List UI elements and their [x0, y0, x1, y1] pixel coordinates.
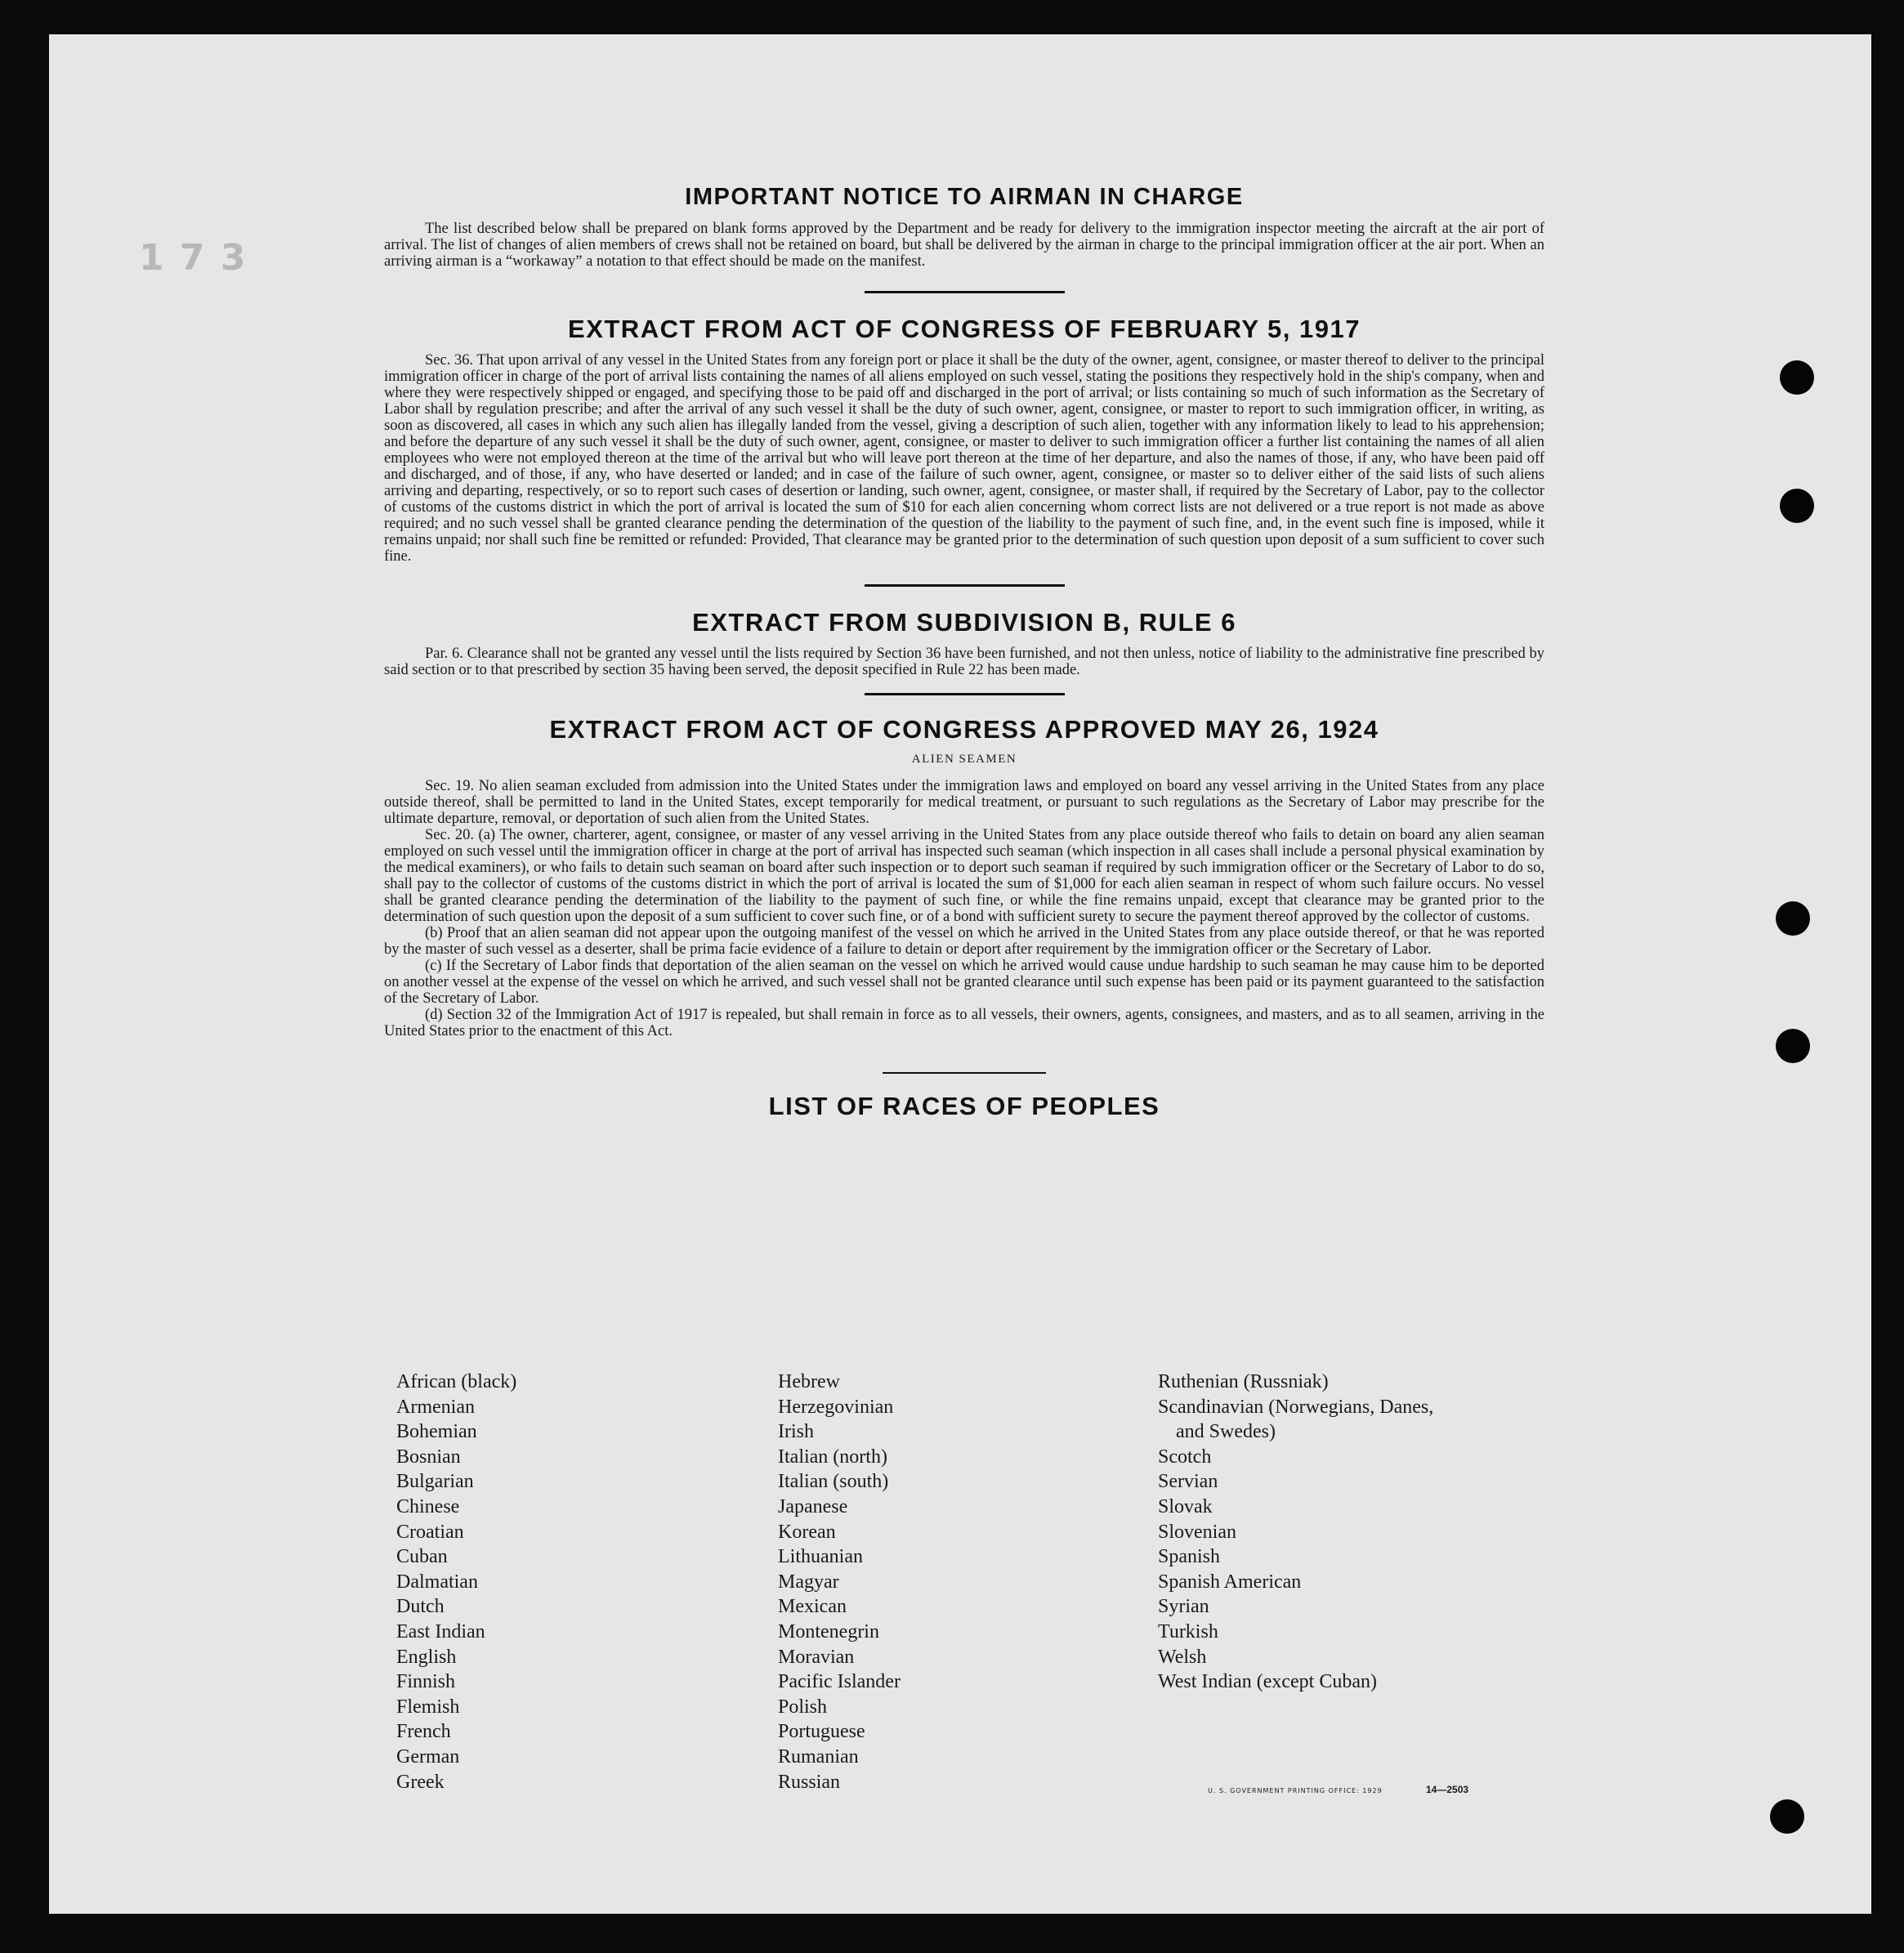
race-item: Bosnian [396, 1446, 461, 1468]
notice-title: IMPORTANT NOTICE TO AIRMAN IN CHARGE [685, 184, 1244, 210]
form-number: 14—2503 [1426, 1784, 1469, 1795]
race-item: Armenian [396, 1396, 475, 1418]
race-item: Syrian [1158, 1596, 1209, 1618]
race-item: Cuban [396, 1546, 448, 1568]
race-item: Rumanian [778, 1745, 859, 1768]
race-item: East Indian [396, 1620, 485, 1642]
race-item: Scandinavian (Norwegians, Danes, [1158, 1396, 1434, 1418]
race-item: Slovak [1158, 1495, 1213, 1517]
race-item: Spanish [1158, 1546, 1221, 1568]
race-item: Ruthenian (Russniak) [1158, 1371, 1329, 1392]
race-item: Finnish [396, 1671, 456, 1693]
race-item: Portuguese [778, 1721, 865, 1743]
race-item: Mexican [778, 1596, 847, 1618]
section-divider [865, 291, 1065, 293]
races-column-1 [396, 1370, 756, 1794]
race-item: Herzegovinian [778, 1396, 894, 1418]
race-item: Italian (north) [778, 1446, 887, 1468]
act-1924-title: EXTRACT FROM ACT OF CONGRESS APPROVED MAY 26, 1924 [549, 715, 1379, 744]
race-item: Chinese [396, 1495, 460, 1517]
binder-hole [1770, 1799, 1804, 1834]
race-item: Turkish [1158, 1620, 1218, 1642]
binder-hole [1780, 360, 1814, 395]
notice-body: The list described below shall be prepared on blank forms approved by the Department and be ready for delivery to the immigration inspector meeting the aircraft at the air port of arrival. The list of changes of alien members of crews shall not be retained on board, but shall be delivered by the airman in charge to the principal immigration officer at the air port. When an arriving airman is a “workaway” a notation to that effect should be made on the manifest. [384, 221, 1544, 270]
race-item: Korean [778, 1521, 836, 1543]
race-item: Dutch [396, 1596, 445, 1618]
race-item: Bulgarian [396, 1471, 474, 1493]
race-item: Hebrew [778, 1371, 840, 1392]
race-item: English [396, 1646, 457, 1668]
binder-hole [1776, 1029, 1810, 1063]
section-divider [865, 693, 1065, 695]
act-1924-sec19: Sec. 19. No alien seaman excluded from admission into the United States under the immigration laws and employed on board any vessel arriving in the United States from any place outside thereof, shall be permitted to land in the United States, except temporarily for medical treatment, or pursuant to such regulations as the Secretary of Labor may prescribe for the ultimate departure, removal, or deportation of such alien from the United States. [384, 778, 1544, 827]
race-item: Servian [1158, 1471, 1218, 1493]
binder-hole [1780, 489, 1814, 523]
printer-imprint: U. S. GOVERNMENT PRINTING OFFICE: 1929 [1208, 1787, 1383, 1794]
rule6-par6: Par. 6. Clearance shall not be granted any vessel until the lists required by Section 36 have been furnished, and not then unless, notice of liability to the administrative fine prescribed by said section or to that prescribed by section 35 having been served, the deposit specified in Rule 22 has been made. [384, 646, 1544, 678]
race-item: West Indian (except Cuban) [1158, 1671, 1377, 1693]
race-item: Russian [778, 1771, 841, 1793]
races-title: LIST OF RACES OF PEOPLES [768, 1092, 1160, 1120]
race-item: Flemish [396, 1696, 460, 1718]
act-1924-sec20b: (b) Proof that an alien seaman did not appear upon the outgoing manifest of the vessel on which he arrived in the United States from any place outside thereof, or that he was reported by the master of such vessel as a deserter, shall be prima facie evidence of a failure to detain or deport after requirement by the immigration officer or the Secretary of Labor. [384, 925, 1544, 958]
race-item: Polish [778, 1696, 828, 1718]
races-column-3 [1158, 1370, 1517, 1695]
act-1917-title: EXTRACT FROM ACT OF CONGRESS OF FEBRUARY 5, 1917 [568, 315, 1361, 343]
rule6-title: EXTRACT FROM SUBDIVISION B, RULE 6 [692, 608, 1236, 637]
race-item: German [396, 1745, 460, 1768]
race-item: Greek [396, 1771, 445, 1793]
section-divider [865, 584, 1065, 587]
race-item: and Swedes) [1176, 1421, 1276, 1443]
race-item: Magyar [778, 1571, 839, 1593]
race-item: Scotch [1158, 1446, 1212, 1468]
race-item: Italian (south) [778, 1471, 889, 1493]
races-column-2 [778, 1370, 1137, 1794]
race-item: Slovenian [1158, 1521, 1236, 1543]
race-item: Spanish American [1158, 1571, 1302, 1593]
race-item: Moravian [778, 1646, 855, 1668]
race-item: African (black) [396, 1371, 517, 1392]
act-1924-subtitle: ALIEN SEAMEN [911, 753, 1017, 766]
race-item: French [396, 1721, 451, 1743]
act-1924-sec20d: (d) Section 32 of the Immigration Act of 1917 is repealed, but shall remain in force as to all vessels, their owners, agents, consignees, and masters, and as to all seamen, arriving in the United States prior to the enactment of this Act. [384, 1007, 1544, 1039]
race-item: Montenegrin [778, 1620, 879, 1642]
act-1917-sec36: Sec. 36. That upon arrival of any vessel in the United States from any foreign port or place it shall be the duty of the owner, agent, consignee, or master thereof to deliver to the principal immigration officer in charge of the port of arrival lists containing the names of all aliens employed on such vessel, stating the positions they respectively hold in the ship's company, when and where they were respectively shipped or engaged, and specifying those to be paid off and discharged in the port of arrival; or lists containing so much of such information as the Secretary of Labor shall by regulation prescribe; and after the arrival of any such vessel it shall be the duty of such owner, agent, consignee, or master to report to such immigration officer, in writing, as soon as discovered, all cases in which any such alien has illegally landed from the vessel, giving a description of such alien, together with any information likely to lead to his apprehension; and before the departure of any such vessel it shall be the duty of such owner, agent, consignee, or master to deliver to such immigration officer a further list containing the names of all alien employees who were not employed thereon at the time of the arrival but who will leave port thereon at the time of her departure, and also the names of those, if any, who have been paid off and discharged, and of those, if any, who have deserted or landed; and in case of the failure of such owner, agent, consignee, or master so to deliver either of the said lists of such aliens arriving and departing, respectively, or so to report such cases of desertion or landing, such owner, agent, consignee, or master shall, if required by the Secretary of Labor, pay to the collector of customs of the customs district in which the port of arrival is located the sum of $10 for each alien concerning whom correct lists are not delivered or a true report is not made as above required; and no such vessel shall be granted clearance pending the determination of the question of the liability to the payment of such fine, and, in the event such fine is imposed, while it remains unpaid; nor shall such fine be remitted or refunded: Provided, That clearance may be granted prior to the determination of such question upon deposit of a sum sufficient to cover such fine. [384, 352, 1544, 565]
section-divider [883, 1072, 1046, 1074]
act-1924-sec20a: Sec. 20. (a) The owner, charterer, agent, consignee, or master of any vessel arriving in the United States from any place outside thereof who fails to detain on board any alien seaman employed on such vessel until the immigration officer in charge at the port of arrival has inspected such seaman (which inspection in all cases shall include a personal physical examination by the medical examiners), or who fails to detain such seaman on board after such inspection or to deport such seaman if required by such immigration officer or the Secretary of Labor to do so, shall pay to the collector of customs of the customs district in which the port of arrival is located the sum of $1,000 for each alien seaman in respect of whom such failure occurs. No vessel shall be granted clearance pending the determination of the liability to the payment of such fine, or while the fine remains unpaid, except that clearance may be granted prior to the determination of such question upon the deposit of a sum sufficient to cover such fine, or of a bond with sufficient surety to secure the payment thereof approved by the collector of customs. [384, 827, 1544, 925]
race-item: Japanese [778, 1495, 848, 1517]
document-body [384, 184, 1544, 1129]
race-item: Dalmatian [396, 1571, 478, 1593]
binder-hole [1776, 901, 1810, 936]
margin-handwritten-mark: 1 7 3 [139, 237, 248, 279]
race-item: Irish [778, 1421, 814, 1443]
act-1924-sec20c: (c) If the Secretary of Labor finds that deportation of the alien seaman on the vessel on which he arrived would cause undue hardship to such seaman he may cause him to be deported on another vessel at the expense of the vessel on which he arrived, and such vessel shall not be granted clearance until such expense has been paid or its payment guaranteed to the satisfaction of the Secretary of Labor. [384, 958, 1544, 1007]
race-item: Lithuanian [778, 1546, 863, 1568]
race-item: Bohemian [396, 1421, 477, 1443]
race-item: Welsh [1158, 1646, 1207, 1668]
race-item: Pacific Islander [778, 1671, 901, 1693]
race-item: Croatian [396, 1521, 464, 1543]
